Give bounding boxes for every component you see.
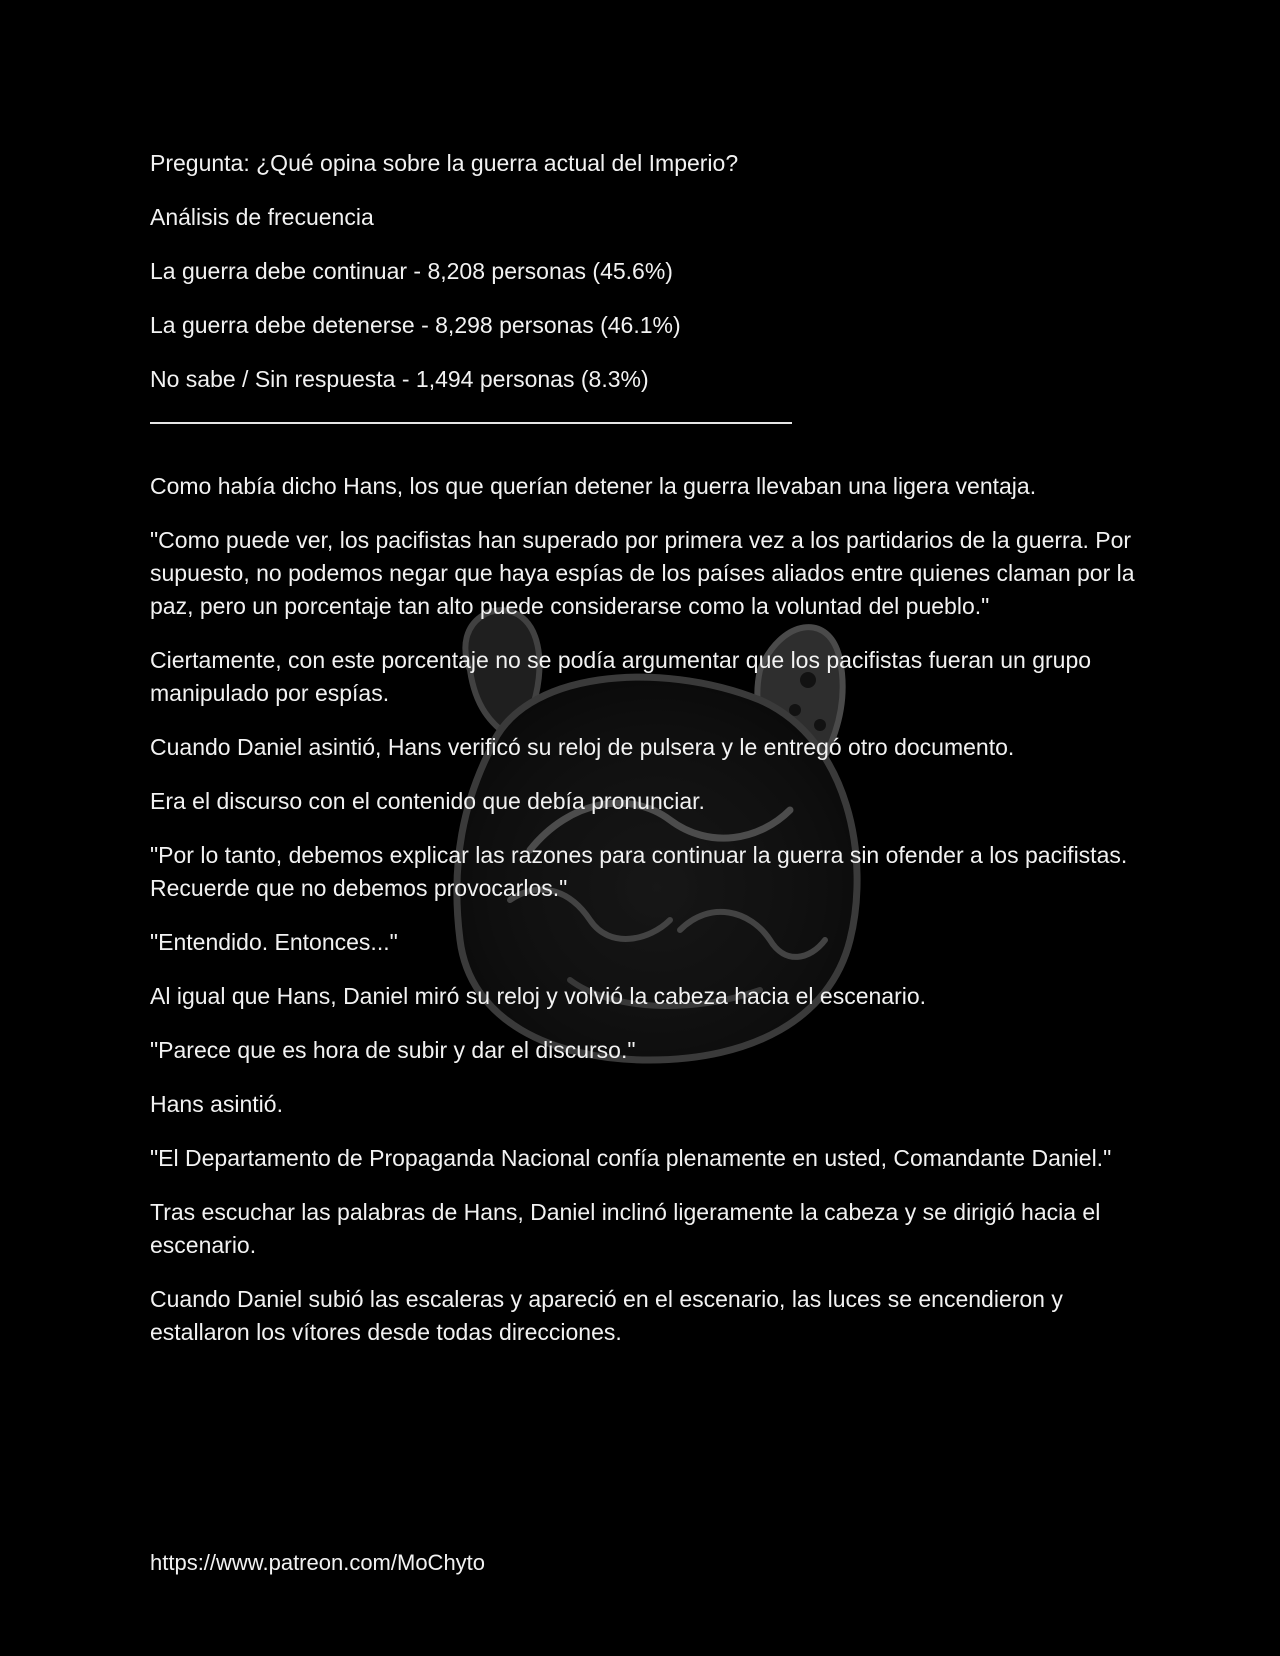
story-paragraph: Al igual que Hans, Daniel miró su reloj y volvió la cabeza hacia el escenario. <box>150 983 927 1009</box>
survey-question: Pregunta: ¿Qué opina sobre la guerra actual del Imperio? <box>150 150 739 176</box>
text-body <box>150 147 1135 1370</box>
story-paragraph: Como había dicho Hans, los que querían detener la guerra llevaban una ligera ventaja. <box>150 473 1037 499</box>
story-paragraph: "Por lo tanto, debemos explicar las razones para continuar la guerra sin ofender a los pacifistas. Recuerde que no debemos provocarlos." <box>150 842 1128 901</box>
story-paragraph: Era el discurso con el contenido que debía pronunciar. <box>150 788 705 814</box>
story-paragraph: Cuando Daniel subió las escaleras y apareció en el escenario, las luces se encendieron y estallaron los vítores desde todas direcciones. <box>150 1286 1063 1345</box>
patreon-link[interactable]: https://www.patreon.com/MoChyto <box>150 1550 486 1575</box>
story-paragraph: "El Departamento de Propaganda Nacional confía plenamente en usted, Comandante Daniel." <box>150 1145 1112 1171</box>
story-paragraph: Tras escuchar las palabras de Hans, Daniel inclinó ligeramente la cabeza y se dirigió hacia el escenario. <box>150 1199 1101 1258</box>
survey-result: La guerra debe continuar - 8,208 personas (45.6%) <box>150 258 673 284</box>
story-paragraph: Cuando Daniel asintió, Hans verificó su reloj de pulsera y le entregó otro documento. <box>150 734 1015 760</box>
section-divider <box>150 422 792 424</box>
story-paragraph: Hans asintió. <box>150 1091 283 1117</box>
survey-result: La guerra debe detenerse - 8,298 personas (46.1%) <box>150 312 681 338</box>
survey-result: No sabe / Sin respuesta - 1,494 personas (8.3%) <box>150 366 649 392</box>
story-paragraph: "Como puede ver, los pacifistas han superado por primera vez a los partidarios de la guerra. Por supuesto, no podemos negar que haya espías de los países aliados entre quienes claman por la paz, pero un porcentaje tan alto puede considerarse como la voluntad del pueblo." <box>150 527 1135 619</box>
story-paragraph: Ciertamente, con este porcentaje no se podía argumentar que los pacifistas fueran un grupo manipulado por espías. <box>150 647 1092 706</box>
survey-heading: Análisis de frecuencia <box>150 204 374 230</box>
story-paragraph: "Parece que es hora de subir y dar el discurso." <box>150 1037 636 1063</box>
story-paragraph: "Entendido. Entonces..." <box>150 929 398 955</box>
